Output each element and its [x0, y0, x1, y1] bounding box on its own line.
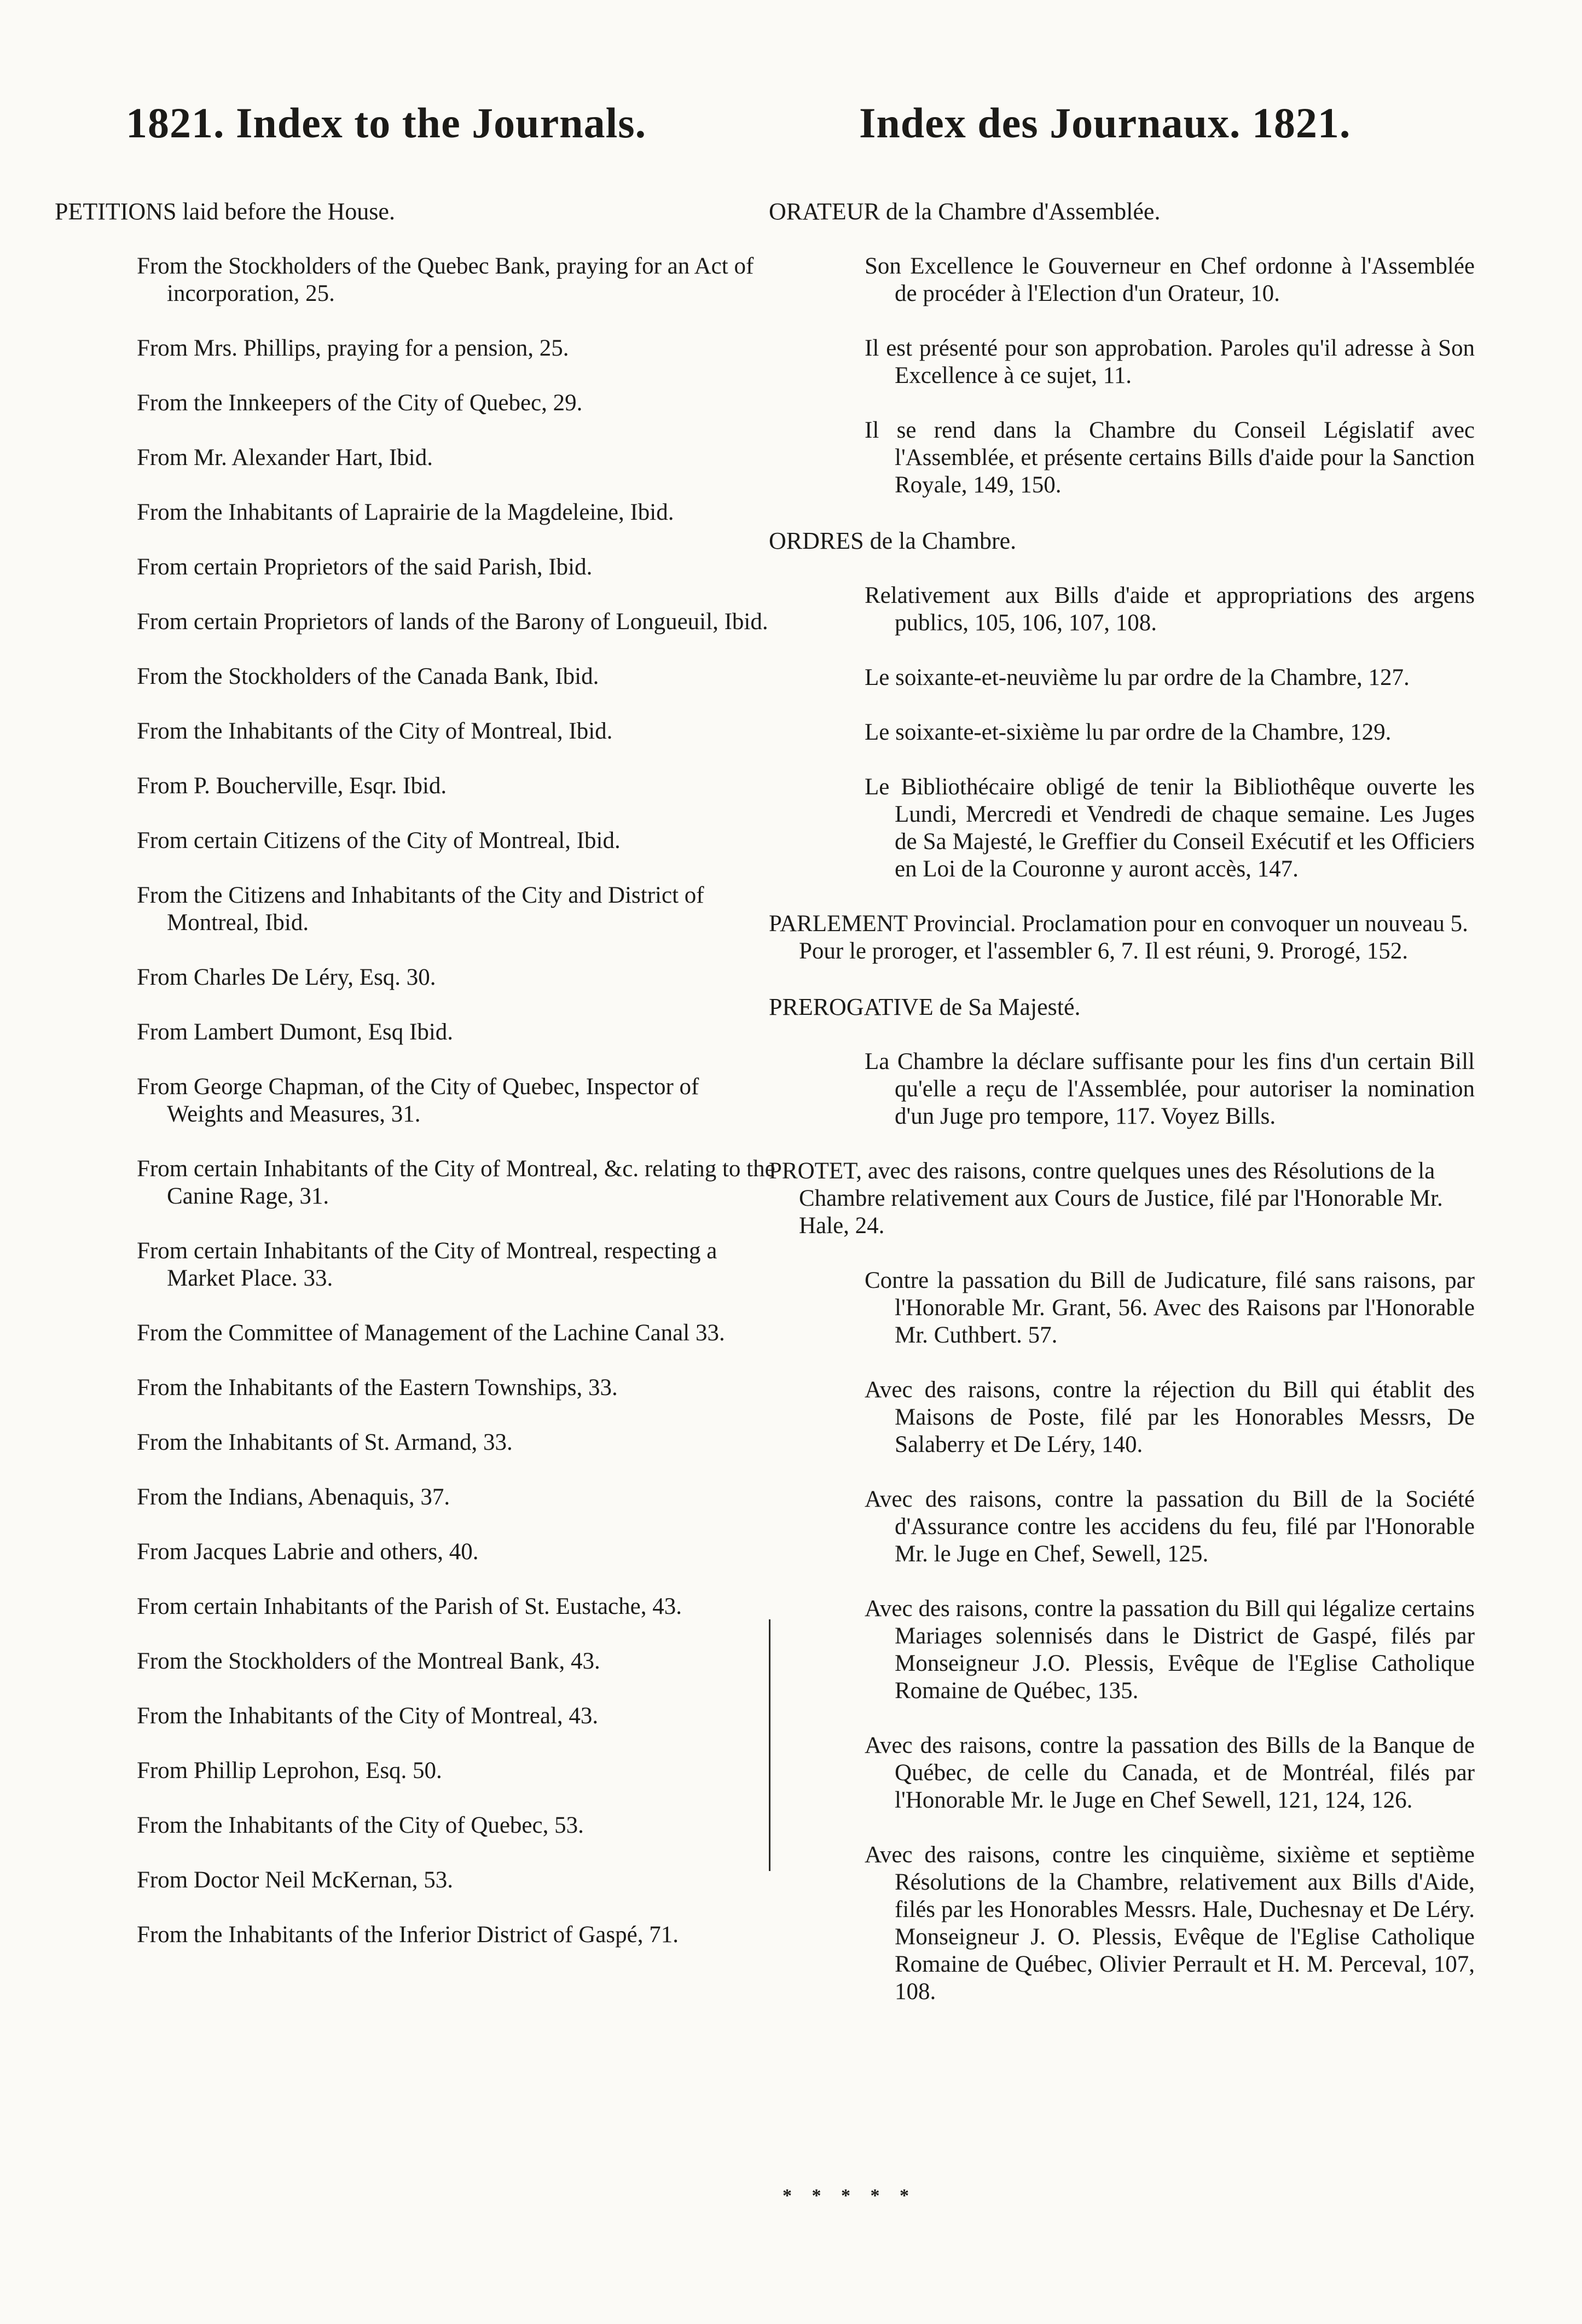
petition-entry: From the Inhabitants of the City of Montreal, 43. [137, 1703, 599, 1729]
orateur-heading: ORATEUR de la Chambre d'Assemblée. [769, 198, 1161, 225]
petition-entry: From the Stockholders of the Montreal Bank, 43. [137, 1648, 600, 1674]
ordres-heading: ORDRES de la Chambre. [769, 527, 1017, 554]
petition-entry: From the Inhabitants of the Inferior District of Gaspé, 71. [137, 1922, 679, 1948]
petition-entry: From Mr. Alexander Hart, Ibid. [137, 445, 433, 470]
petition-entry: From certain Proprietors of lands of the Barony of Longueuil, Ibid. [137, 609, 768, 635]
protet-entry: PROTET, avec des raisons, contre quelques unes des Résolutions de la Chambre relativement aux Cours de Justice, filé par l'Honorable Mr. Hale, 24. [769, 1158, 1443, 1239]
protet-subentry: Avec des raisons, contre la passation du Bill de la Société d'Assurance contre les accidens du feu, filé par l'Honorable Mr. le Juge en Chef, Sewell, 125. [865, 1486, 1475, 1567]
petitions-heading: PETITIONS laid before the House. [55, 198, 395, 225]
protet-subentry: Avec des raisons, contre la passation des Bills de la Banque de Québec, de celle du Canada, et de Montréal, filés par l'Honorable Mr. le Juge en Chef Sewell, 121, 124, 126. [865, 1733, 1475, 1813]
end-ornament-stars: * * * * * [783, 2186, 917, 2206]
orateur-entry: Il est présenté pour son approbation. Paroles qu'il adresse à Son Excellence à ce sujet, 11. [865, 335, 1475, 388]
ordres-entry: Le soixante-et-sixième lu par ordre de la Chambre, 129. [865, 719, 1392, 745]
page-header-english: 1821. Index to the Journals. [126, 99, 647, 147]
left-column [55, 197, 777, 1976]
ordres-entry: Relativement aux Bills d'aide et appropriations des argens publics, 105, 106, 107, 108. [865, 583, 1475, 636]
petition-entry: From George Chapman, of the City of Quebec, Inspector of Weights and Measures, 31. [137, 1074, 699, 1127]
prerogative-entry: La Chambre la déclare suffisante pour les fins d'un certain Bill qu'elle a reçu de l'Assemblée, pour autoriser la nomination d'un Juge pro tempore, 117. Voyez Bills. [865, 1049, 1475, 1129]
petition-entry: From Lambert Dumont, Esq Ibid. [137, 1019, 454, 1045]
petition-entry: From Phillip Leprohon, Esq. 50. [137, 1758, 442, 1783]
petition-entry: From the Innkeepers of the City of Quebec, 29. [137, 390, 583, 416]
prerogative-heading: PREROGATIVE de Sa Majesté. [769, 993, 1081, 1020]
page-header-french: Index des Journaux. 1821. [859, 99, 1351, 147]
petition-entry: From the Inhabitants of the City of Quebec, 53. [137, 1812, 584, 1838]
parlement-entry: PARLEMENT Provincial. Proclamation pour en convoquer un nouveau 5. Pour le proroger, et l'assembler 6, 7. Il est réuni, 9. Prorogé, 152. [769, 911, 1468, 964]
petition-entry: From certain Proprietors of the said Parish, Ibid. [137, 554, 593, 580]
protet-subentry: Contre la passation du Bill de Judicature, filé sans raisons, par l'Honorable Mr. Grant, 56. Avec des Raisons par l'Honorable Mr. Cuthbert. 57. [865, 1268, 1475, 1348]
petition-entry: From P. Boucherville, Esqr. Ibid. [137, 773, 447, 799]
orateur-entry: Son Excellence le Gouverneur en Chef ordonne à l'Assemblée de procéder à l'Election d'un Orateur, 10. [865, 253, 1475, 306]
petition-entry: From the Indians, Abenaquis, 37. [137, 1484, 450, 1510]
petition-entry: From the Inhabitants of the Eastern Townships, 33. [137, 1375, 618, 1401]
petition-list [55, 253, 777, 1949]
petition-entry: From Jacques Labrie and others, 40. [137, 1539, 479, 1565]
petition-entry: From the Inhabitants of St. Armand, 33. [137, 1430, 513, 1455]
right-column [769, 197, 1475, 2033]
petition-entry: From Charles De Léry, Esq. 30. [137, 965, 436, 990]
petition-entry: From the Inhabitants of the City of Montreal, Ibid. [137, 718, 613, 744]
petition-entry: From Doctor Neil McKernan, 53. [137, 1867, 453, 1893]
protet-subentry: Avec des raisons, contre la passation du Bill qui légalize certains Mariages solennisés dans le District de Gaspé, filés par Monseigneur J.O. Plessis, Evêque de l'Eglise Catholique Romaine de Québec, 135. [865, 1596, 1475, 1704]
petition-entry: From certain Inhabitants of the Parish of St. Eustache, 43. [137, 1594, 682, 1619]
petition-entry: From certain Citizens of the City of Montreal, Ibid. [137, 828, 621, 853]
petition-entry: From certain Inhabitants of the City of Montreal, respecting a Market Place. 33. [137, 1238, 717, 1291]
protet-subentry: Avec des raisons, contre la réjection du Bill qui établit des Maisons de Poste, filé par les Honorables Messrs, De Salaberry et De Léry, 140. [865, 1377, 1475, 1457]
petition-entry: From the Stockholders of the Quebec Bank, praying for an Act of incorporation, 25. [137, 253, 754, 306]
petition-entry: From the Committee of Management of the Lachine Canal 33. [137, 1320, 725, 1346]
petition-entry: From the Citizens and Inhabitants of the City and District of Montreal, Ibid. [137, 882, 704, 936]
ordres-entry: Le soixante-et-neuvième lu par ordre de la Chambre, 127. [865, 665, 1410, 690]
petition-entry: From Mrs. Phillips, praying for a pension, 25. [137, 335, 569, 361]
petition-entry: From the Inhabitants of Laprairie de la Magdeleine, Ibid. [137, 499, 674, 525]
petition-entry: From the Stockholders of the Canada Bank, Ibid. [137, 664, 599, 689]
protet-subentry: Avec des raisons, contre les cinquième, sixième et septième Résolutions de la Chambre, relativement aux Bills d'Aide, filés par les Honorables Messrs. Hale, Duchesnay et De Léry. Monseigneur J. O. Plessis, Evêque de l'Eglise Catholique Romaine de Québec, Olivier Perrault et H. M. Perceval, 107, 108. [865, 1842, 1475, 2005]
orateur-entry: Il se rend dans la Chambre du Conseil Législatif avec l'Assemblée, et présente certains Bills d'aide pour la Sanction Royale, 149, 150. [865, 417, 1475, 498]
ordres-entry: Le Bibliothécaire obligé de tenir la Bibliothêque ouverte les Lundi, Mercredi et Vendredi de chaque semaine. Les Juges de Sa Majesté, le Greffier du Conseil Exécutif et les Officiers en Loi de la Couronne y auront accès, 147. [865, 774, 1475, 882]
petition-entry: From certain Inhabitants of the City of Montreal, &c. relating to the Canine Rage, 31. [137, 1156, 775, 1209]
